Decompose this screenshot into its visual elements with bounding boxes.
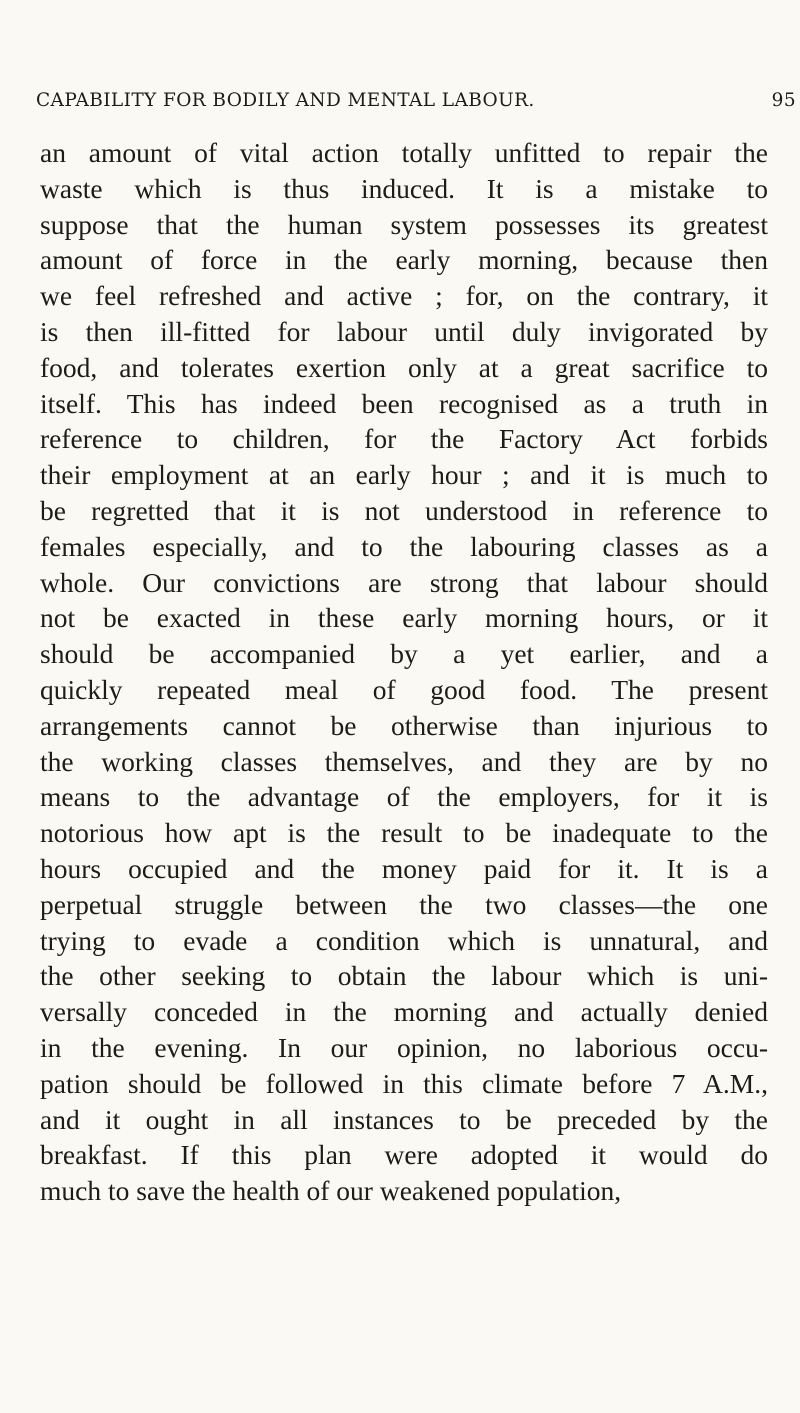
text-line: arrangements cannot be otherwise than injurious to: [40, 709, 768, 741]
text-line: hours occupied and the money paid for it. It is a: [40, 852, 768, 884]
text-line: trying to evade a condition which is unnatural, and: [40, 924, 768, 956]
page-number: 95: [771, 90, 796, 111]
text-line: amount of force in the early morning, because then: [40, 244, 768, 276]
text-line: food, and tolerates exertion only at a great sacrifice to: [40, 351, 768, 383]
text-line: pation should be followed in this climate before 7 A.M.,: [40, 1067, 768, 1099]
text-line: their employment at an early hour ; and it is much to: [40, 459, 768, 491]
text-line: suppose that the human system possesses its greatest: [40, 208, 768, 240]
text-line: quickly repeated meal of good food. The present: [40, 673, 768, 705]
text-line: versally conceded in the morning and actually denied: [40, 996, 768, 1028]
text-line: the other seeking to obtain the labour which is uni-: [40, 960, 768, 992]
text-line: means to the advantage of the employers, for it is: [40, 781, 768, 813]
text-line: females especially, and to the labouring classes as a: [40, 530, 768, 562]
text-line: notorious how apt is the result to be inadequate to the: [40, 817, 768, 849]
text-line: an amount of vital action totally unfitted to repair the: [40, 137, 768, 168]
running-title: CAPABILITY FOR BODILY AND MENTAL LABOUR.: [36, 90, 535, 111]
text-line: be regretted that it is not understood in reference to: [40, 494, 768, 526]
text-line: in the evening. In our opinion, no laborious occu-: [40, 1031, 768, 1063]
text-line: reference to children, for the Factory Act forbids: [40, 423, 768, 455]
text-line: not be exacted in these early morning hours, or it: [40, 602, 768, 634]
text-line: perpetual struggle between the two classes—the one: [40, 888, 768, 920]
text-line: the working classes themselves, and they are by no: [40, 745, 768, 777]
text-line: and it ought in all instances to be preceded by the: [40, 1103, 768, 1135]
text-line: itself. This has indeed been recognised as a truth in: [40, 387, 768, 419]
text-line: whole. Our convictions are strong that labour should: [40, 566, 768, 598]
text-line: breakfast. If this plan were adopted it would do: [40, 1139, 768, 1171]
text-line: is then ill-fitted for labour until duly invigorated by: [40, 315, 768, 347]
text-line: much to save the health of our weakened population,: [40, 1175, 622, 1207]
text-line: waste which is thus induced. It is a mistake to: [40, 172, 768, 204]
running-header: [36, 90, 796, 116]
text-line: should be accompanied by a yet earlier, and a: [40, 638, 768, 670]
text-line: we feel refreshed and active ; for, on the contrary, it: [40, 280, 768, 312]
body-paragraph: [40, 135, 768, 1209]
